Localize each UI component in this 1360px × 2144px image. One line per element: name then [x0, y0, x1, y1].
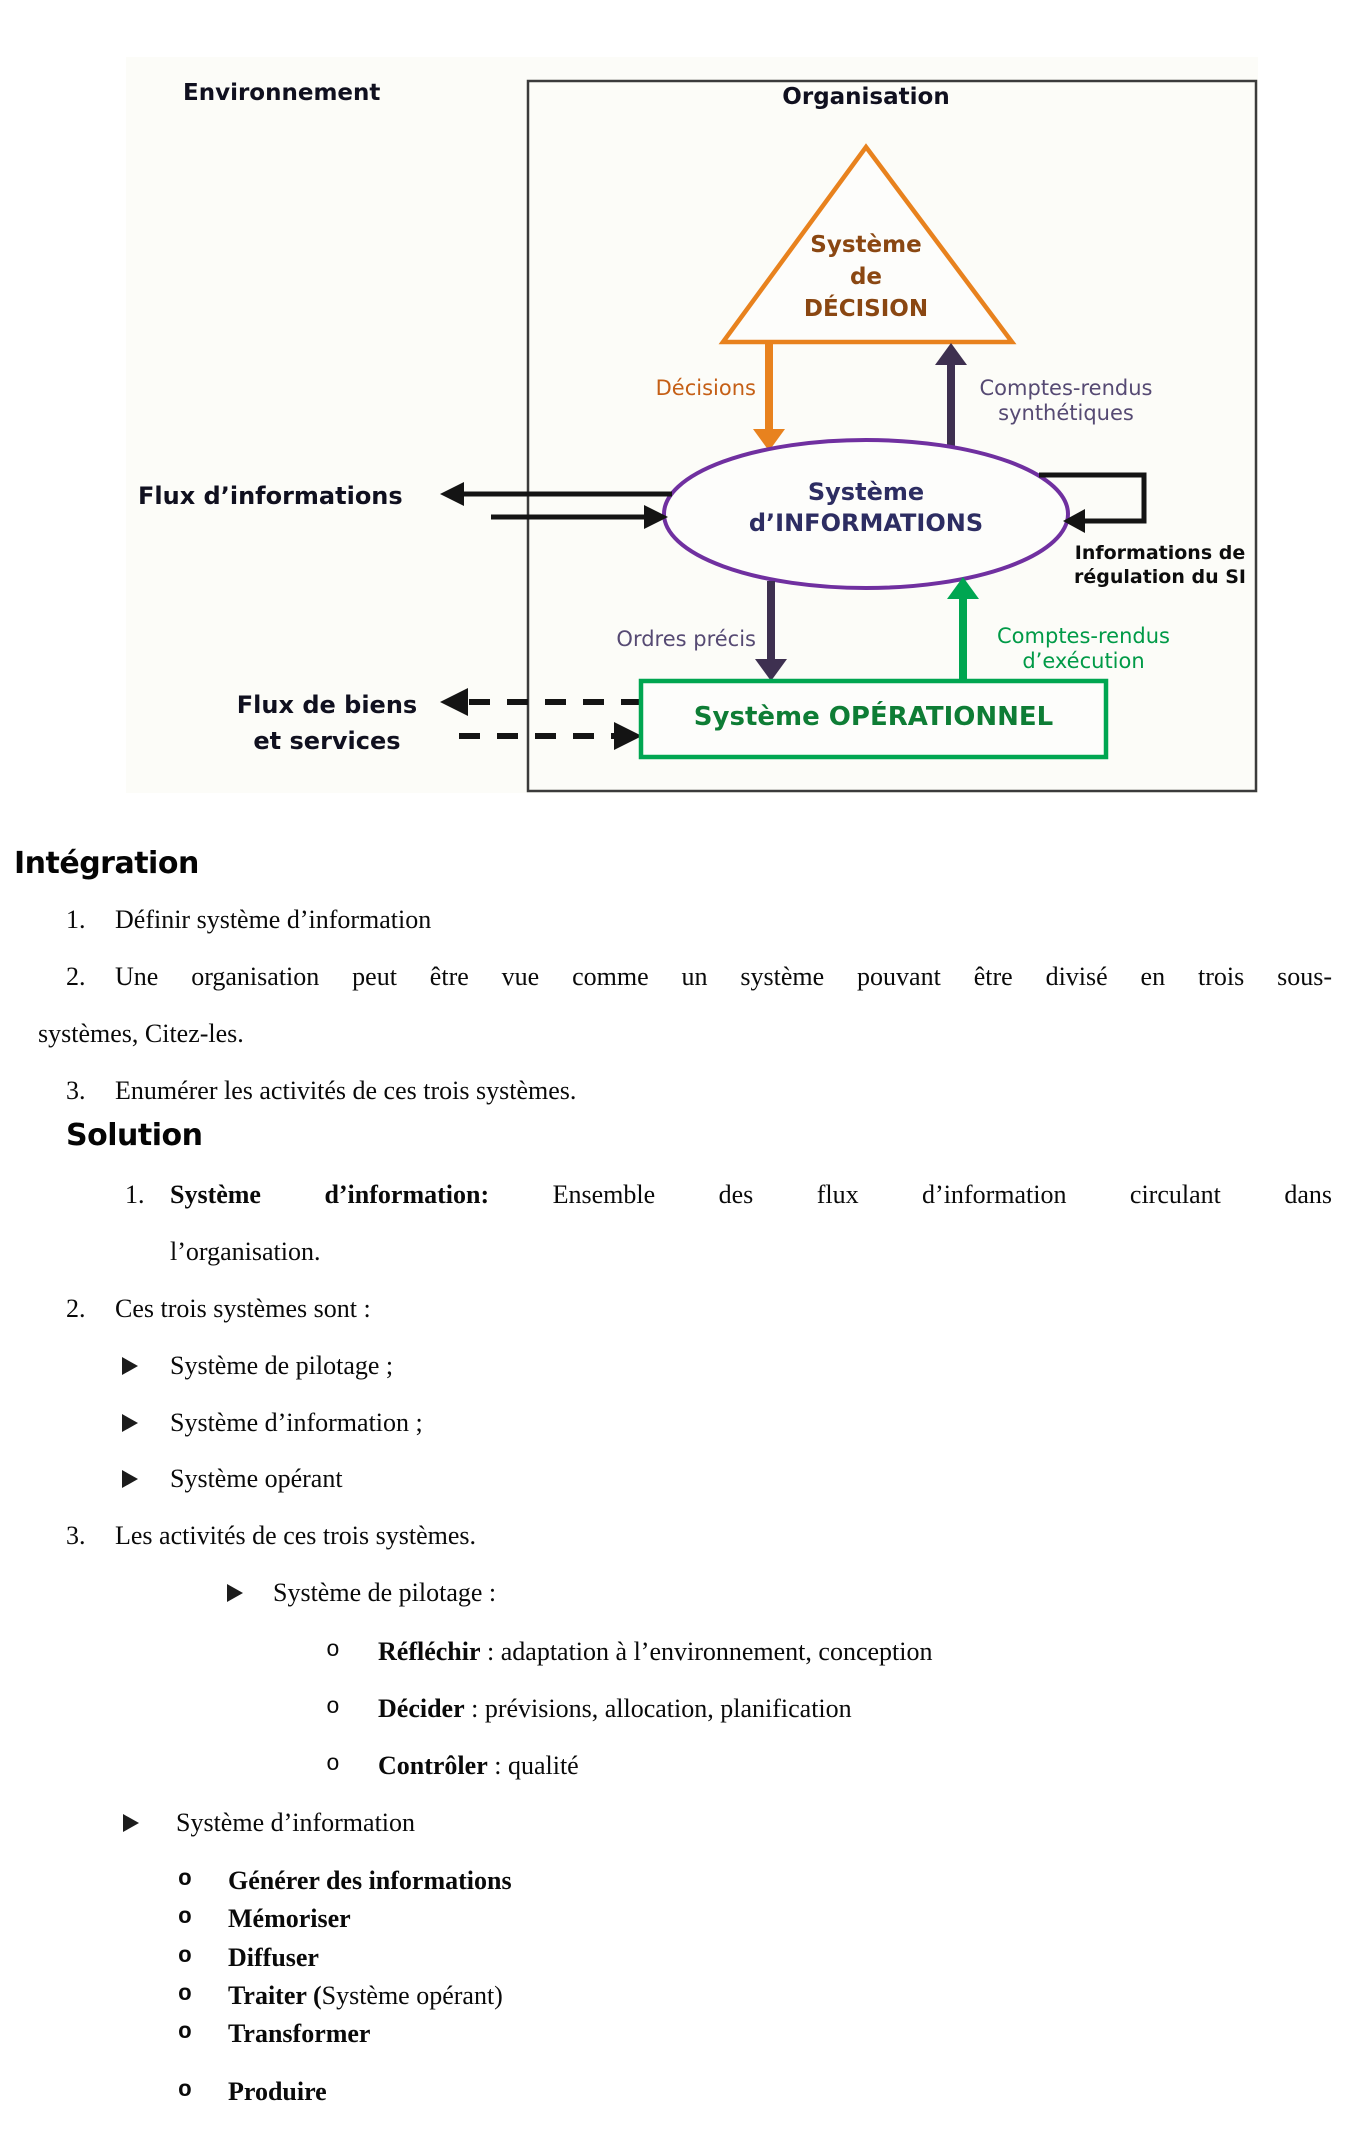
- circle-bullet: o: [326, 1751, 340, 1777]
- question-item: [0, 1076, 1360, 1112]
- item-text-rest: : prévisions, allocation, planification: [464, 1694, 852, 1723]
- item-number: 1.: [125, 1180, 145, 1209]
- item-text-bold: Décider: [378, 1694, 465, 1723]
- item-text-rest: : qualité: [487, 1751, 579, 1780]
- bullet-item: [0, 1351, 1360, 1387]
- info-ellipse-line2: d’INFORMATIONS: [748, 509, 984, 537]
- circle-bullet: o: [178, 1981, 192, 2007]
- item-text: Enumérer les activités de ces trois systèmes.: [115, 1076, 577, 1105]
- arrow-bullet-icon: [122, 1470, 138, 1488]
- orders-label: Ordres précis: [616, 627, 756, 651]
- solution-item: [0, 1180, 1360, 1216]
- synthetic-reports-line1: Comptes-rendus: [979, 376, 1153, 400]
- circle-bullet: o: [326, 1694, 340, 1720]
- item-text: [228, 1866, 512, 1896]
- item-text-bold: Mémoriser: [228, 1904, 351, 1933]
- item-text-rest: : adaptation à l’environnement, conception: [480, 1637, 933, 1666]
- item-text: [378, 1637, 932, 1667]
- decision-line1: Système: [810, 232, 922, 258]
- info-flow-arrowhead-out: [440, 482, 464, 506]
- item-text: Définir système d’information: [115, 905, 432, 934]
- circle-bullet: o: [178, 1904, 192, 1930]
- question-item: [0, 962, 1360, 998]
- item-text: [378, 1694, 852, 1724]
- item-text-rest: Ensemble des flux d’information circulant dans: [489, 1180, 1332, 1209]
- regulation-line2: régulation du SI: [1073, 566, 1246, 588]
- item-text: Système d’information: [176, 1808, 416, 1837]
- item-text-bold: Traiter (: [228, 1981, 322, 2010]
- item-text-bold: Système d’information:: [170, 1180, 490, 1209]
- orders-arrowhead: [755, 659, 787, 681]
- item-number: 2.: [66, 1294, 86, 1323]
- item-text: [228, 1981, 503, 2011]
- item-text-rest: Système opérant): [321, 1981, 503, 2010]
- sub-bullet-item: [0, 1904, 1360, 1940]
- goods-flow-arrowhead-in: [614, 722, 642, 750]
- solution-item: [0, 1521, 1360, 1557]
- solution-item-continuation: [0, 1237, 1360, 1273]
- item-text: [228, 2077, 327, 2107]
- goods-flow-arrowhead-out: [440, 688, 468, 716]
- sub-bullet-item: [0, 1866, 1360, 1902]
- decision-line2: de: [849, 264, 883, 290]
- circle-bullet: o: [326, 1637, 340, 1663]
- execution-reports-line2: d’exécution: [1022, 648, 1145, 673]
- question-item-continuation: [0, 1019, 1360, 1055]
- environment-label: Environnement: [183, 80, 381, 106]
- circle-bullet: o: [178, 2077, 192, 2103]
- sub-bullet-item: [0, 2077, 1360, 2113]
- arrow-bullet-icon: [123, 1814, 139, 1832]
- arrow-bullet-icon: [227, 1584, 243, 1602]
- sub-bullet-item: [0, 1751, 1360, 1787]
- item-text: Système d’information ;: [170, 1408, 423, 1437]
- bullet-item: [0, 1808, 1360, 1844]
- synthetic-reports-arrowhead: [935, 343, 967, 365]
- question-item: [0, 905, 1360, 941]
- item-number: 2.: [66, 962, 86, 991]
- sub-bullet-item: [0, 1981, 1360, 2017]
- arrow-bullet-icon: [122, 1357, 138, 1375]
- item-text: Les activités de ces trois systèmes.: [115, 1521, 477, 1550]
- solution-heading: Solution: [66, 1118, 203, 1153]
- info-flow-label: Flux d’informations: [138, 482, 403, 510]
- item-text: Une organisation peut être vue comme un système pouvant être divisé en trois sous-: [115, 962, 1332, 991]
- integration-heading: Intégration: [14, 846, 199, 881]
- item-text: [170, 1180, 1332, 1210]
- circle-bullet: o: [178, 1866, 192, 1892]
- sub-bullet-item: [0, 1694, 1360, 1730]
- item-text-bold: Contrôler: [378, 1751, 488, 1780]
- item-text-bold: Générer des informations: [228, 1866, 512, 1895]
- bullet-item: [0, 1578, 1360, 1614]
- decision-line3: DÉCISION: [803, 296, 929, 322]
- info-ellipse-line1: Système: [807, 478, 925, 506]
- decision-system-label: [741, 229, 991, 325]
- arrow-bullet-icon: [122, 1414, 138, 1432]
- sub-bullet-item: [0, 1637, 1360, 1673]
- synthetic-reports-line2: synthétiques: [998, 400, 1134, 425]
- information-system-label: [716, 477, 1016, 539]
- item-text: Système opérant: [170, 1464, 343, 1493]
- item-text-bold: Réfléchir: [378, 1637, 481, 1666]
- regulation-label: [1062, 541, 1258, 589]
- item-text-bold: Transformer: [228, 2019, 371, 2048]
- sub-bullet-item: [0, 2019, 1360, 2055]
- item-number: 3.: [66, 1521, 86, 1550]
- circle-bullet: o: [178, 1943, 192, 1969]
- decisions-label: Décisions: [655, 376, 756, 400]
- execution-reports-line1: Comptes-rendus: [997, 624, 1170, 648]
- item-number: 3.: [66, 1076, 86, 1105]
- operational-system-label: Système OPÉRATIONNEL: [693, 702, 1054, 732]
- systems-diagram: [126, 57, 1258, 793]
- solution-item: [0, 1294, 1360, 1330]
- item-text: [228, 1943, 319, 1973]
- item-number: 1.: [66, 905, 86, 934]
- sub-bullet-item: [0, 1943, 1360, 1979]
- item-text-bold: Produire: [228, 2077, 327, 2106]
- item-text: [228, 1904, 351, 1934]
- goods-flow-label: [222, 687, 432, 759]
- goods-flow-line2: et services: [253, 727, 401, 755]
- goods-flow-line1: Flux de biens: [236, 691, 418, 719]
- organisation-label: Organisation: [782, 84, 950, 110]
- circle-bullet: o: [178, 2019, 192, 2045]
- item-text: [378, 1751, 579, 1781]
- item-text-bold: Diffuser: [228, 1943, 319, 1972]
- bullet-item: [0, 1464, 1360, 1500]
- item-text: l’organisation.: [170, 1237, 321, 1266]
- item-text: Système de pilotage :: [273, 1578, 497, 1607]
- item-text: systèmes, Citez-les.: [38, 1019, 244, 1048]
- item-text: [228, 2019, 370, 2049]
- item-text: Système de pilotage ;: [170, 1351, 394, 1380]
- item-text: Ces trois systèmes sont :: [115, 1294, 371, 1323]
- regulation-line1: Informations de: [1074, 542, 1246, 564]
- synthetic-reports-label: [961, 376, 1171, 426]
- execution-reports-label: [976, 624, 1191, 674]
- bullet-item: [0, 1408, 1360, 1444]
